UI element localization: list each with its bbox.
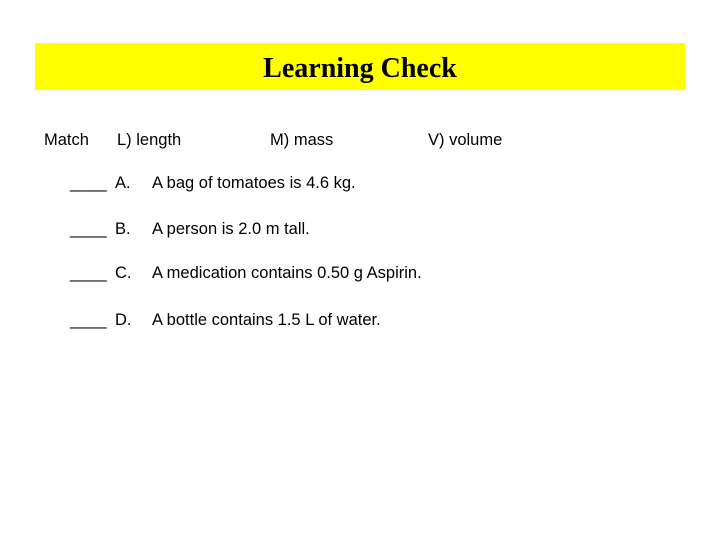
answer-blank-d[interactable]: ____ [70,311,107,329]
answer-blank-c[interactable]: ____ [70,264,107,282]
answer-blank-b[interactable]: ____ [70,220,107,238]
title-banner [35,43,685,90]
item-text-c: A medication contains 0.50 g Aspirin. [152,264,422,282]
item-letter-a: A. [115,174,131,192]
item-text-b: A person is 2.0 m tall. [152,220,310,238]
item-text-d: A bottle contains 1.5 L of water. [152,311,381,329]
item-text-a: A bag of tomatoes is 4.6 kg. [152,174,356,192]
answer-blank-a[interactable]: ____ [70,174,107,192]
match-label: Match [44,131,89,149]
page-title: Learning Check [263,52,457,84]
item-letter-b: B. [115,220,131,238]
option-volume: V) volume [428,131,503,149]
item-letter-d: D. [115,311,132,329]
option-mass: M) mass [270,131,334,149]
item-letter-c: C. [115,264,132,282]
option-length: L) length [117,131,182,149]
